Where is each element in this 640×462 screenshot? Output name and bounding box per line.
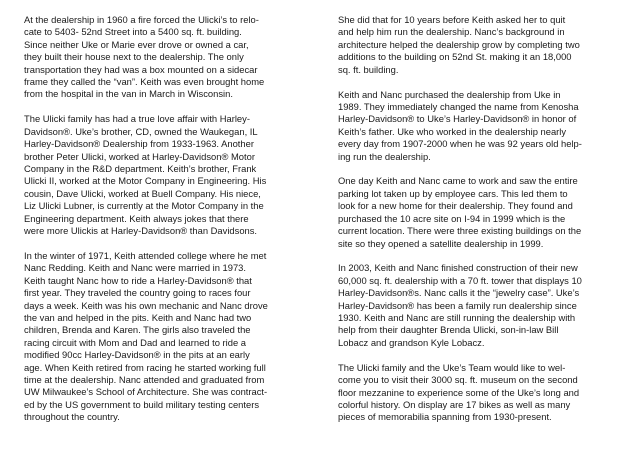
paragraph-fire-relocation	[24, 14, 316, 101]
text-line: Harley-Davidson® has been a family run dealership since	[338, 299, 577, 311]
text-line: Keith’s father. Uke who worked in the dealership nearly	[338, 125, 567, 137]
paragraph-keith-and-nanc	[24, 250, 316, 424]
text-line: colorful history. On display are 17 bikes as well as many	[338, 398, 571, 410]
paragraph-architecture-background	[338, 14, 630, 76]
text-line: Liz Ulicki Lubner, is currently at the Motor Company in the	[24, 200, 264, 212]
left-column	[24, 14, 316, 436]
text-line: age. When Keith retired from racing he started working full	[24, 361, 266, 373]
text-line: every day from 1907-2000 when he was 92 years old help-	[338, 138, 582, 150]
text-line: brother Peter Ulicki, worked at Harley-Davidson® Motor	[24, 150, 255, 162]
text-line: the van and helped in the pits. Keith and Nanc had two	[24, 311, 252, 323]
text-line: Engineering department. Keith always jokes that there	[24, 212, 249, 224]
paragraph-museum-invitation	[338, 362, 630, 424]
text-line: throughout the country.	[24, 411, 120, 423]
text-line: Harley-Davidson®s. Nanc calls it the “jewelry case”. Uke’s	[338, 287, 580, 299]
paragraph-construction-2003	[338, 262, 630, 349]
text-line: ing run the dealership.	[338, 150, 431, 162]
text-line: Keith and Nanc purchased the dealership from Uke in	[338, 88, 561, 100]
text-line: At the dealership in 1960 a fire forced the Ulicki’s to relo-	[24, 14, 259, 25]
text-line: 1930. Keith and Nanc are still running the dealership with	[338, 312, 576, 324]
text-line: cousin, Dave Ulicki, worked at Buell Company. His niece,	[24, 187, 261, 199]
text-line: additions to the building on 52nd St. making it an 18,000	[338, 51, 572, 63]
text-line: Harley-Davidson® Dealership from 1933-1963. Another	[24, 138, 254, 150]
text-line: floor mezzanine to experience some of the Uke’s long and	[338, 386, 580, 398]
text-line: ed by the US government to build military testing centers	[24, 398, 260, 410]
text-line: 1989. They immediately changed the name from Kenosha	[338, 100, 579, 112]
text-line: current location. There were three existing buildings on the	[338, 225, 582, 237]
right-column	[338, 14, 630, 436]
text-line: Keith taught Nanc how to ride a Harley-Davidson® that	[24, 274, 252, 286]
text-line: The Ulicki family has had a true love affair with Harley-	[24, 113, 250, 125]
text-line: In the winter of 1971, Keith attended college where he met	[24, 249, 267, 261]
text-line: Davidson®. Uke’s brother, CD, owned the Waukegan, IL	[24, 125, 258, 137]
text-line: architecture helped the dealership grow by completing two	[338, 38, 580, 50]
text-line: frame they called the “van”. Keith was even brought home	[24, 76, 265, 88]
paragraph-family-love-affair	[24, 113, 316, 237]
text-line: She did that for 10 years before Keith asked her to quit	[338, 14, 566, 25]
text-line: parking lot taken up by employee cars. This led them to	[338, 187, 568, 199]
text-line: days a week. Keith was his own mechanic and Nanc drove	[24, 299, 268, 311]
paragraph-purchase-1989	[338, 89, 630, 163]
text-line: UW Milwaukee’s School of Architecture. She was contract-	[24, 386, 268, 398]
text-line: transportation they had was a box mounted on a sidecar	[24, 63, 258, 75]
text-line: come you to visit their 3000 sq. ft. museum on the second	[338, 374, 578, 386]
text-line: In 2003, Keith and Nanc finished construction of their new	[338, 262, 578, 274]
text-line: time at the dealership. Nanc attended and graduated from	[24, 373, 265, 385]
text-line: One day Keith and Nanc came to work and saw the entire	[338, 175, 578, 187]
text-line: and help him run the dealership. Nanc’s background in	[338, 26, 565, 38]
text-line: from the hospital in the van in March in Wisconsin.	[24, 88, 233, 100]
text-line: site so they opened a satellite dealership in 1999.	[338, 237, 544, 249]
text-line: Lobacz and grandson Kyle Lobacz.	[338, 336, 485, 348]
text-line: modified 90cc Harley-Davidson® in the pits at an early	[24, 349, 250, 361]
text-line: Ulicki II, worked at the Motor Company in Engineering. His	[24, 175, 267, 187]
text-line: Since neither Uke or Marie ever drove or owned a car,	[24, 38, 249, 50]
text-line: Nanc Redding. Keith and Nanc were married in 1973.	[24, 262, 247, 274]
text-line: first year. They traveled the country going to races four	[24, 287, 251, 299]
text-line: pieces of memorabilia spanning from 1930-present.	[338, 411, 552, 423]
text-line: children, Brenda and Karen. The girls also traveled the	[24, 324, 251, 336]
paragraph-new-site-1999	[338, 175, 630, 249]
text-line: purchased the 10 acre site on I-94 in 1999 which is the	[338, 212, 566, 224]
text-line: help from their daughter Brenda Ulicki, son-in-law Bill	[338, 324, 559, 336]
text-line: cate to 5403- 52nd Street into a 5400 sq. ft. building.	[24, 26, 242, 38]
text-line: 60,000 sq. ft. dealership with a 70 ft. tower that displays 10	[338, 274, 582, 286]
text-line: they built their house next to the dealership. The only	[24, 51, 244, 63]
text-line: were more Ulickis at Harley-Davidson® than Davidsons.	[24, 225, 258, 236]
text-line: Company in the R&D department. Keith’s brother, Frank	[24, 162, 257, 174]
text-line: racing circuit with Mom and Dad and learned to ride a	[24, 336, 246, 348]
text-line: The Ulicki family and the Uke’s Team would like to wel-	[338, 361, 566, 373]
text-line: Harley-Davidson® to Uke’s Harley-Davidson® in honor of	[338, 113, 577, 125]
text-line: look for a new home for their dealership. They found and	[338, 200, 573, 212]
text-line: sq. ft. building.	[338, 63, 399, 75]
